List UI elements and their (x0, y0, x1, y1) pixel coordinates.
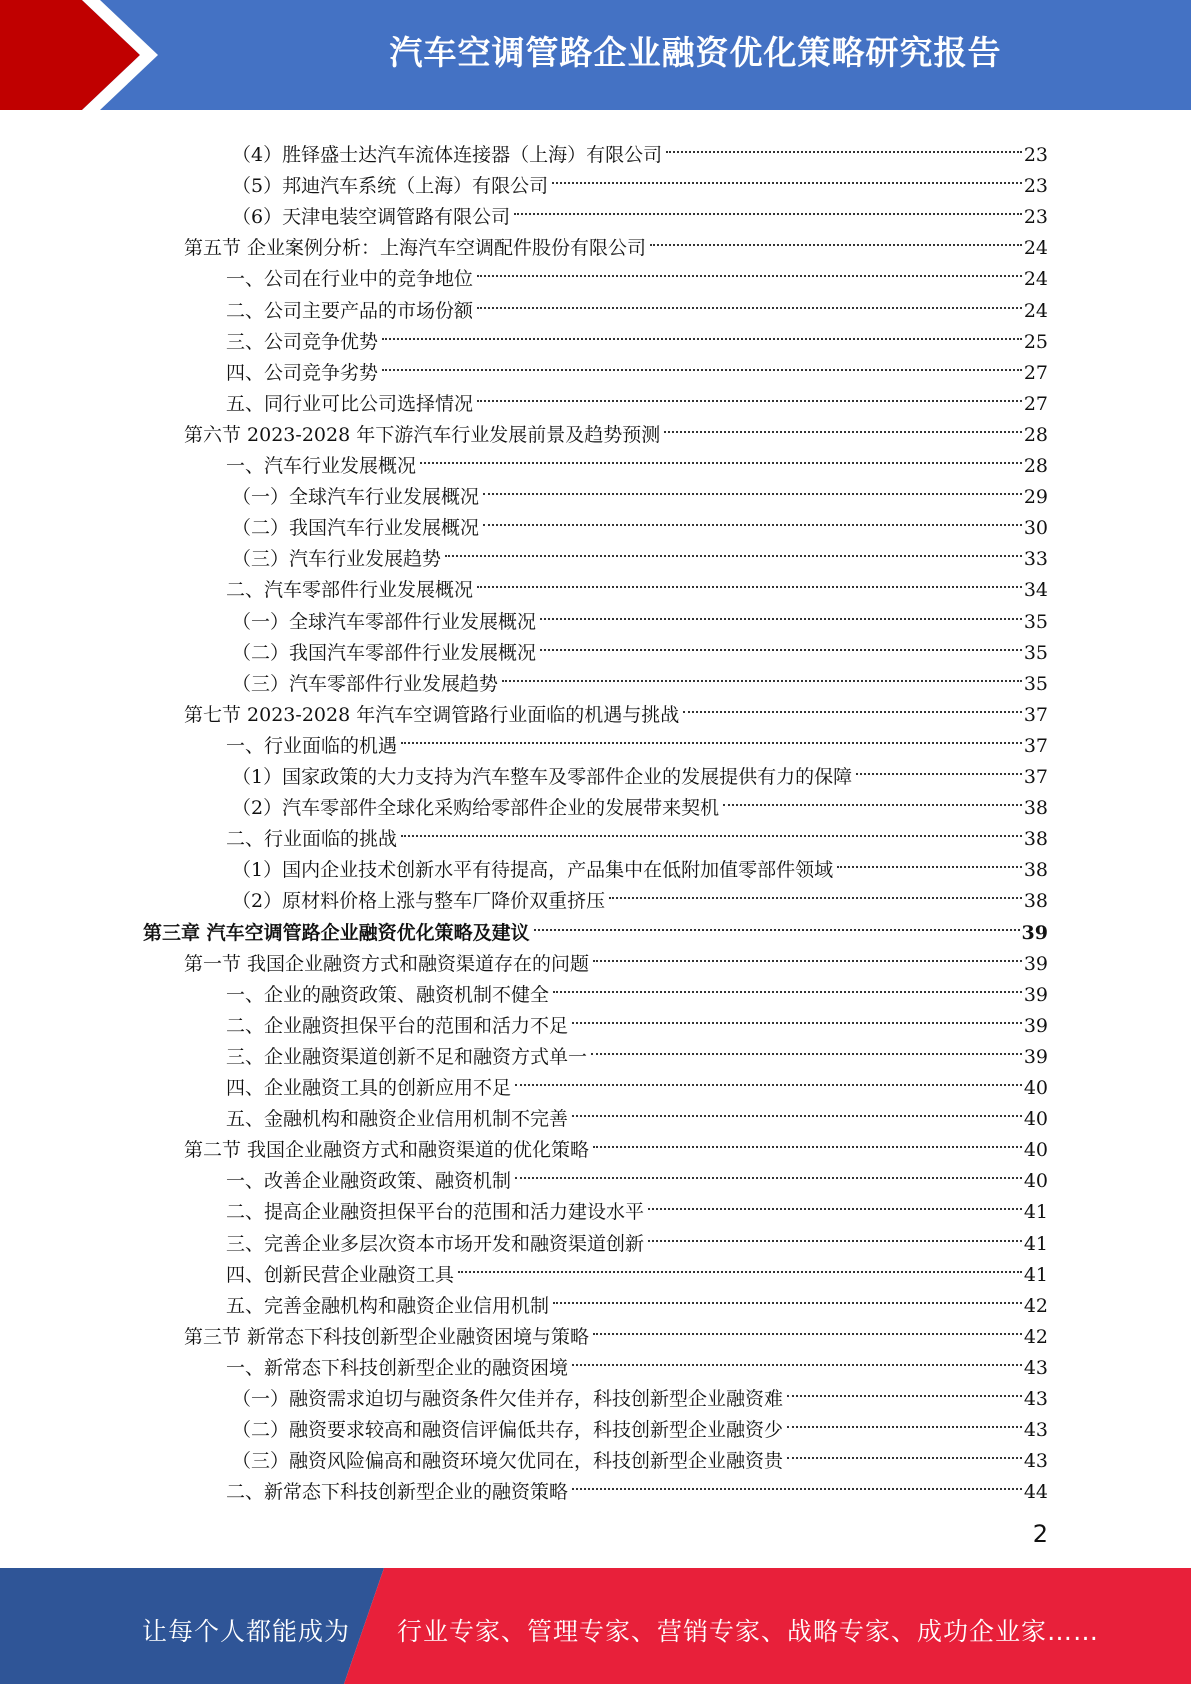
toc-dot-leader (572, 1084, 1022, 1117)
toc-entry-title: （三）汽车零部件行业发展趋势 (232, 672, 499, 695)
toc-entry-page: 39 (1023, 983, 1048, 1006)
toc-entry-page: 24 (1023, 268, 1048, 291)
toc-entry-title: （三）融资风险偏高和融资环境欠优同在，科技创新型企业融资贵 (232, 1450, 784, 1473)
page-number: 2 (1032, 1520, 1048, 1548)
toc-entry-title: 第一节 我国企业融资方式和融资渠道存在的问题 (184, 952, 590, 975)
toc-entry-title: （4）胜铎盛士达汽车流体连接器（上海）有限公司 (232, 144, 663, 166)
toc-entry-title: 三、公司竞争优势 (226, 330, 379, 353)
toc-entry-title: 第六节 2023-2028 年下游汽车行业发展前景及趋势预测 (184, 423, 661, 446)
toc-dot-leader (401, 711, 1022, 744)
toc-dot-leader (483, 493, 1022, 526)
toc-entry-page: 44 (1023, 1481, 1048, 1504)
toc-entry-title: （二）我国汽车行业发展概况 (232, 517, 480, 540)
toc-entry-page: 39 (1023, 952, 1048, 975)
toc-dot-leader (609, 866, 1022, 899)
toc-entry-title: 第七节 2023-2028 年汽车空调管路行业面临的机遇与挑战 (184, 703, 680, 726)
toc-entry-title: 四、企业融资工具的创新应用不足 (226, 1077, 512, 1099)
toc-entry-title: 五、金融机构和融资企业信用机制不完善 (226, 1108, 569, 1131)
header-red-arrow (0, 0, 140, 110)
toc-entry-title: 三、企业融资渠道创新不足和融资方式单一 (226, 1045, 588, 1068)
toc-entry[interactable] (226, 1465, 1048, 1504)
toc-entry-page: 39 (1021, 921, 1048, 944)
toc-entry-title: （一）全球汽车零部件行业发展概况 (232, 610, 537, 633)
toc-entry-page: 41 (1023, 1232, 1048, 1255)
toc-entry-title: 五、完善金融机构和融资企业信用机制 (226, 1294, 550, 1317)
toc-entry-page: 28 (1023, 455, 1048, 477)
toc-entry-title: （一）全球汽车行业发展概况 (232, 486, 480, 509)
toc-entry-title: 二、企业融资担保平台的范围和活力不足 (226, 1014, 569, 1037)
toc-entry-page: 35 (1023, 672, 1048, 695)
toc-entry-title: （三）汽车行业发展趋势 (232, 548, 442, 571)
toc-dot-leader (540, 587, 1022, 620)
toc-dot-leader (552, 151, 1022, 184)
toc-dot-leader (477, 276, 1022, 309)
toc-entry-title: 第二节 我国企业融资方式和融资渠道的优化策略 (184, 1139, 590, 1162)
footer-slogan-left: 让每个人都能成为 (142, 1617, 351, 1646)
toc-entry-page: 38 (1023, 859, 1048, 882)
toc-dot-leader (787, 1426, 1022, 1459)
toc-entry-title: 四、创新民营企业融资工具 (226, 1263, 455, 1286)
toc-entry-page: 38 (1023, 890, 1048, 913)
toc-dot-leader (572, 991, 1022, 1024)
toc-dot-leader (553, 960, 1022, 993)
toc-entry-page: 42 (1023, 1294, 1048, 1317)
toc-entry-title: 二、行业面临的挑战 (226, 828, 398, 851)
toc-entry-title: （二）融资要求较高和融资信评偏低共存，科技创新型企业融资少 (232, 1419, 784, 1442)
page-footer (0, 1568, 1191, 1684)
toc-entry-page: 25 (1023, 330, 1048, 353)
toc-dot-leader (515, 1146, 1022, 1179)
report-title: 汽车空调管路企业融资优化策略研究报告 (389, 33, 1002, 72)
toc-dot-leader (458, 1240, 1022, 1273)
toc-entry-page: 40 (1023, 1139, 1048, 1162)
toc-entry-page: 23 (1023, 144, 1048, 166)
toc-entry-page: 29 (1023, 486, 1048, 509)
toc-entry-page: 24 (1023, 299, 1048, 322)
toc-entry-page: 37 (1023, 766, 1048, 788)
toc-entry-page: 30 (1023, 517, 1048, 540)
toc-entry-page: 40 (1023, 1108, 1048, 1131)
toc-dot-leader (445, 524, 1022, 557)
toc-entry-title: 第五节 企业案例分析：上海汽车空调配件股份有限公司 (184, 237, 647, 260)
toc-entry-title: 二、汽车零部件行业发展概况 (226, 579, 474, 602)
toc-entry-title: （2）汽车零部件全球化采购给零部件企业的发展带来契机 (232, 797, 720, 820)
toc-entry-page: 42 (1023, 1325, 1048, 1348)
toc-entry-page: 35 (1023, 610, 1048, 633)
toc-entry-page: 35 (1023, 641, 1048, 664)
toc-dot-leader (572, 1457, 1022, 1490)
toc-entry-title: （1）国内企业技术创新水平有待提高，产品集中在低附加值零部件领域 (232, 859, 834, 882)
toc-entry-title: 一、企业的融资政策、融资机制不健全 (226, 983, 550, 1006)
toc-entry-page: 28 (1023, 423, 1048, 446)
toc-entry-title: 一、改善企业融资政策、融资机制 (226, 1170, 512, 1193)
toc-entry-title: （6）天津电装空调管路有限公司 (232, 206, 511, 229)
toc-entry-title: 一、新常态下科技创新型企业的融资困境 (226, 1356, 569, 1379)
toc-dot-leader (787, 1395, 1022, 1428)
toc-dot-leader (837, 835, 1022, 868)
toc-dot-leader (515, 1053, 1022, 1086)
toc-entry-title: （1）国家政策的大力支持为汽车整车及零部件企业的发展提供有力的保障 (232, 766, 853, 788)
toc-entry-page: 38 (1023, 797, 1048, 820)
toc-dot-leader (593, 1302, 1022, 1335)
toc-entry-title: 二、公司主要产品的市场份额 (226, 299, 474, 322)
toc-entry-page: 41 (1023, 1201, 1048, 1224)
toc-dot-leader (553, 1271, 1022, 1304)
toc-entry-page: 37 (1023, 703, 1048, 726)
toc-entry-page: 40 (1023, 1077, 1048, 1099)
toc-dot-leader (382, 338, 1022, 371)
toc-entry-page: 39 (1023, 1045, 1048, 1068)
toc-dot-leader (723, 773, 1022, 806)
toc-dot-leader (483, 462, 1022, 495)
toc-entry-page: 43 (1023, 1356, 1048, 1379)
toc-dot-leader (591, 1022, 1022, 1055)
toc-dot-leader (534, 898, 1020, 931)
toc-dot-leader (664, 400, 1022, 433)
toc-entry-page: 24 (1023, 237, 1048, 260)
toc-entry-page: 43 (1023, 1419, 1048, 1442)
toc-entry-title: 三、完善企业多层次资本市场开发和融资渠道创新 (226, 1232, 645, 1255)
toc-dot-leader (856, 742, 1022, 775)
toc-entry-page: 38 (1023, 828, 1048, 851)
toc-entry-title: 第三章 汽车空调管路企业融资优化策略及建议 (143, 921, 530, 944)
toc-dot-leader (540, 618, 1022, 651)
toc-entry-page: 43 (1023, 1388, 1048, 1410)
toc-dot-leader (572, 1333, 1022, 1366)
toc-entry-title: （二）我国汽车零部件行业发展概况 (232, 641, 537, 664)
toc-dot-leader (502, 649, 1022, 682)
toc-entry-page: 23 (1023, 206, 1048, 229)
toc-entry-page: 27 (1023, 361, 1048, 384)
toc-entry-page: 23 (1023, 175, 1048, 198)
toc-dot-leader (477, 244, 1022, 277)
toc-entry-title: 五、同行业可比公司选择情况 (226, 392, 474, 415)
toc-dot-leader (401, 804, 1022, 837)
toc-entry-page: 34 (1023, 579, 1048, 602)
toc-dot-leader (382, 307, 1022, 340)
toc-entry-page: 33 (1023, 548, 1048, 571)
toc-entry-title: 二、提高企业融资担保平台的范围和活力建设水平 (226, 1201, 645, 1224)
toc-entry-page: 27 (1023, 392, 1048, 415)
toc-dot-leader (648, 1177, 1022, 1210)
toc-dot-leader (477, 369, 1022, 402)
toc-entry-page: 41 (1023, 1263, 1048, 1286)
toc-entry-title: 第三节 新常态下科技创新型企业融资困境与策略 (184, 1325, 590, 1348)
toc-entry-title: 一、行业面临的机遇 (226, 734, 398, 757)
toc-dot-leader (787, 1364, 1022, 1397)
toc-entry-title: 一、汽车行业发展概况 (226, 455, 417, 477)
footer-slogan-right: 行业专家、管理专家、营销专家、战略专家、成功企业家…… (397, 1617, 1100, 1646)
toc-dot-leader (420, 431, 1022, 464)
toc-dot-leader (650, 213, 1022, 246)
toc-entry-page: 37 (1023, 734, 1048, 757)
toc-dot-leader (477, 555, 1022, 588)
toc-entry-title: （一）融资需求迫切与融资条件欠佳并存，科技创新型企业融资难 (232, 1388, 784, 1410)
toc-entry-title: （2）原材料价格上涨与整车厂降价双重挤压 (232, 890, 606, 913)
page-header (0, 0, 1191, 110)
toc-entry-title: （5）邦迪汽车系统（上海）有限公司 (232, 175, 549, 198)
toc-entry-title: 四、公司竞争劣势 (226, 361, 379, 384)
toc-entry-title: 二、新常态下科技创新型企业的融资策略 (226, 1481, 569, 1504)
toc-dot-leader (593, 929, 1022, 962)
toc-dot-leader (648, 1209, 1022, 1242)
toc-dot-leader (593, 1115, 1022, 1148)
toc-dot-leader (666, 120, 1022, 153)
toc-entry-title: 一、公司在行业中的竞争地位 (226, 268, 474, 291)
toc-dot-leader (683, 680, 1022, 713)
toc-entry-page: 40 (1023, 1170, 1048, 1193)
toc-entry-page: 39 (1023, 1014, 1048, 1037)
toc-entry-page: 43 (1023, 1450, 1048, 1473)
toc-dot-leader (514, 182, 1022, 215)
